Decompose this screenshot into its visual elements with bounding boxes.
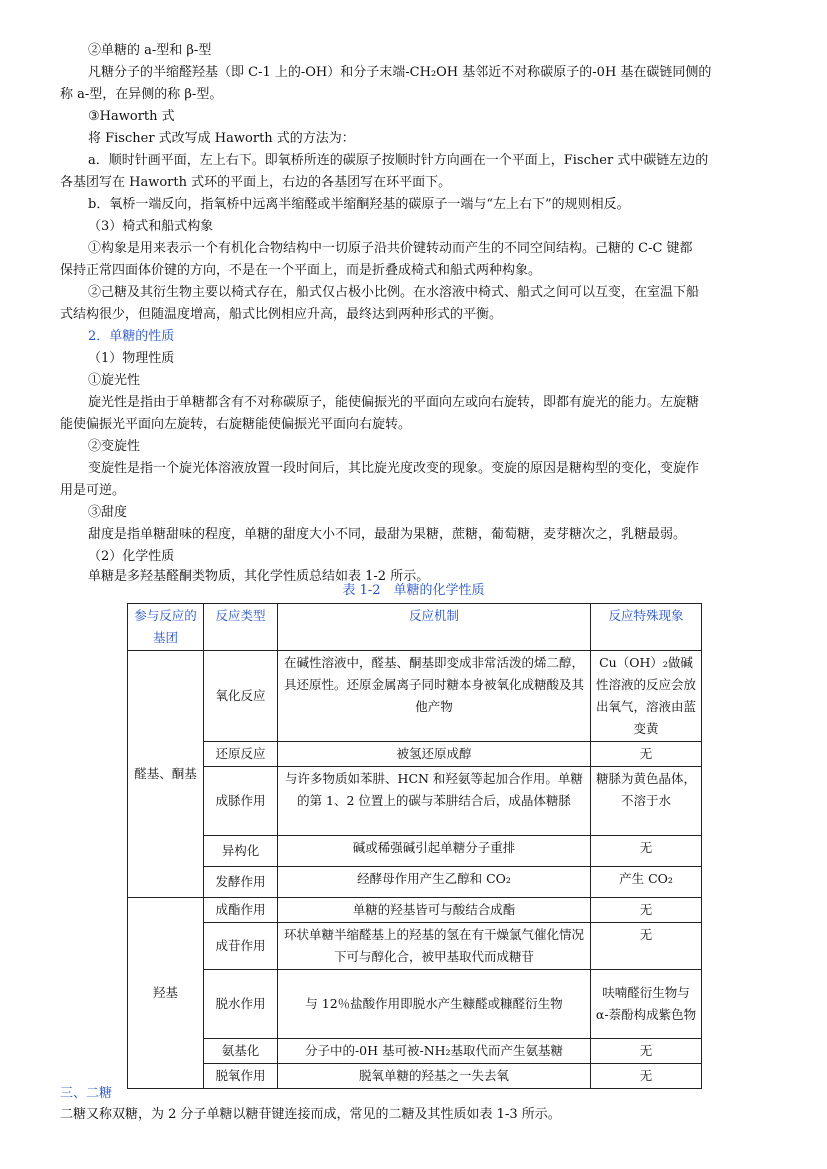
table-caption: 表 1-2 单糖的化学性质 xyxy=(342,583,485,598)
phenomenon-cell: 产生 CO₂ xyxy=(591,867,702,898)
table-header-row xyxy=(128,604,702,651)
mechanism-cell: 在碱性溶液中，醛基、酮基即变成非常活泼的烯二醇，具还原性。还原金属离子同时糖本身被氧化成糖酸及其他产物 xyxy=(278,651,591,742)
table-row xyxy=(128,867,702,898)
table-row xyxy=(128,651,702,742)
mechanism-cell: 分子中的-0H 基可被-NH₂基取代而产生氨基糖 xyxy=(278,1039,591,1064)
subheading-sweetness: ③甜度 xyxy=(88,505,128,520)
paragraph: ①构象是用来表示一个有机化合物结构中一切原子沿共价键转动而产生的不同空间结构。己糖的 C-C 键都 xyxy=(88,241,693,256)
reaction-type-cell: 成苷作用 xyxy=(204,923,278,970)
phenomenon-cell: 无 xyxy=(591,1064,702,1089)
chemical-properties-table xyxy=(127,603,702,1089)
table-row xyxy=(128,898,702,923)
paragraph: a．顺时针画平面，左上右下。即氧桥所连的碳原子按顺时针方向画在一个平面上，Fischer 式中碳链左边的 xyxy=(88,153,709,168)
phenomenon-cell: 无 xyxy=(591,898,702,923)
mechanism-cell: 与许多物质如苯肼、HCN 和羟氨等起加合作用。单糖的第 1、2 位置上的碳与苯肼结合后，成晶体糖脎 xyxy=(278,767,591,836)
table-row xyxy=(128,1064,702,1089)
section-heading-monosaccharide-properties: 2．单糖的性质 xyxy=(88,329,175,344)
mechanism-cell: 单糖的羟基皆可与酸结合成酯 xyxy=(278,898,591,923)
reaction-type-cell: 脱水作用 xyxy=(204,970,278,1039)
phenomenon-cell: 无 xyxy=(591,1039,702,1064)
reaction-type-cell: 氧化反应 xyxy=(204,651,278,742)
paragraph: 甜度是指单糖甜味的程度，单糖的甜度大小不同，最甜为果糖，蔗糖，葡萄糖，麦芽糖次之，乳糖最弱。 xyxy=(88,527,687,542)
table-row xyxy=(128,767,702,836)
table-row xyxy=(128,1039,702,1064)
reaction-type-cell: 成脎作用 xyxy=(204,767,278,836)
group-cell: 羟基 xyxy=(128,898,204,1089)
paragraph: 保持正常四面体价键的方向，不是在一个平面上，而是折叠成椅式和船式两种构象。 xyxy=(60,263,542,278)
paragraph: 能使偏振光平面向左旋转，右旋糖能使偏振光平面向右旋转。 xyxy=(60,417,412,432)
phenomenon-cell: 无 xyxy=(591,923,702,970)
reaction-type-cell: 异构化 xyxy=(204,836,278,867)
paragraph: ②单糖的 a-型和 β-型 xyxy=(88,43,212,58)
paragraph: 二糖又称双糖，为 2 分子单糖以糖苷键连接而成，常见的二糖及其性质如表 1-3 所示。 xyxy=(60,1107,561,1122)
table-row xyxy=(128,836,702,867)
subheading-conformation: （3）椅式和船式构象 xyxy=(88,219,214,234)
reaction-type-cell: 还原反应 xyxy=(204,742,278,767)
subheading-physical: （1）物理性质 xyxy=(88,351,175,366)
column-header: 反应类型 xyxy=(204,604,278,651)
group-cell: 醛基、酮基 xyxy=(128,651,204,898)
phenomenon-cell: 无 xyxy=(591,742,702,767)
column-header: 参与反应的基团 xyxy=(128,604,204,651)
paragraph: b．氧桥一端反向，指氧桥中远离半缩醛或半缩酮羟基的碳原子一端与“左上右下”的规则相反。 xyxy=(88,197,630,212)
mechanism-cell: 环状单糖半缩醛基上的羟基的氢在有干燥氯气催化情况下可与醇化合，被甲基取代而成糖苷 xyxy=(278,923,591,970)
paragraph: 变旋性是指一个旋光体溶液放置一段时间后，其比旋光度改变的现象。变旋的原因是糖构型的变化，变旋作 xyxy=(88,461,700,476)
table-row xyxy=(128,970,702,1039)
column-header: 反应机制 xyxy=(278,604,591,651)
column-header: 反应特殊现象 xyxy=(591,604,702,651)
mechanism-cell: 被氢还原成醇 xyxy=(278,742,591,767)
mechanism-cell: 脱氧单糖的羟基之一失去氧 xyxy=(278,1064,591,1089)
mechanism-cell: 经酵母作用产生乙醇和 CO₂ xyxy=(278,867,591,898)
paragraph: 将 Fischer 式改写成 Haworth 式的方法为： xyxy=(88,131,355,146)
paragraph: 用是可逆。 xyxy=(60,483,126,498)
paragraph: 单糖是多羟基醛酮类物质，其化学性质总结如表 1-2 所示。 xyxy=(88,569,430,584)
paragraph: 旋光性是指由于单糖都含有不对称碳原子，能使偏振光的平面向左或向右旋转，即都有旋光的能力。左旋糖 xyxy=(88,395,700,410)
paragraph: 称 a-型，在异侧的称 β-型。 xyxy=(60,87,223,102)
subheading-chemical: （2）化学性质 xyxy=(88,549,175,564)
reaction-type-cell: 成酯作用 xyxy=(204,898,278,923)
mechanism-cell: 与 12％盐酸作用即脱水产生糠醛或糠醛衍生物 xyxy=(278,970,591,1039)
reaction-type-cell: 脱氧作用 xyxy=(204,1064,278,1089)
table-row xyxy=(128,923,702,970)
subheading-optical-rotation: ①旋光性 xyxy=(88,373,141,388)
subheading-mutarotation: ②变旋性 xyxy=(88,439,141,454)
section-heading-disaccharide: 三、二糖 xyxy=(60,1086,113,1101)
phenomenon-cell: 糖脎为黄色晶体，不溶于水 xyxy=(591,767,702,836)
table-row xyxy=(128,742,702,767)
paragraph: ②己糖及其衍生物主要以椅式存在，船式仅占极小比例。在水溶液中椅式、船式之间可以互变，在室温下船 xyxy=(88,285,700,300)
mechanism-cell: 碱或稀强碱引起单糖分子重排 xyxy=(278,836,591,867)
paragraph: 式结构很少，但随温度增高，船式比例相应升高，最终达到两种形式的平衡。 xyxy=(60,307,503,322)
paragraph: 凡糖分子的半缩醛羟基（即 C-1 上的-OH）和分子末端-CH₂OH 基邻近不对称碳原子的-0H 基在碳链同侧的 xyxy=(88,65,712,80)
phenomenon-cell: 呋喃醛衍生物与 α-萘酚构成紫色物 xyxy=(591,970,702,1039)
reaction-type-cell: 发酵作用 xyxy=(204,867,278,898)
phenomenon-cell: Cu（OH）₂做碱性溶液的反应会放出氧气，溶液由蓝变黄 xyxy=(591,651,702,742)
subheading-haworth: ③Haworth 式 xyxy=(88,109,175,124)
paragraph: 各基团写在 Haworth 式环的平面上，右边的各基团写在环平面下。 xyxy=(60,175,452,190)
reaction-type-cell: 氨基化 xyxy=(204,1039,278,1064)
phenomenon-cell: 无 xyxy=(591,836,702,867)
